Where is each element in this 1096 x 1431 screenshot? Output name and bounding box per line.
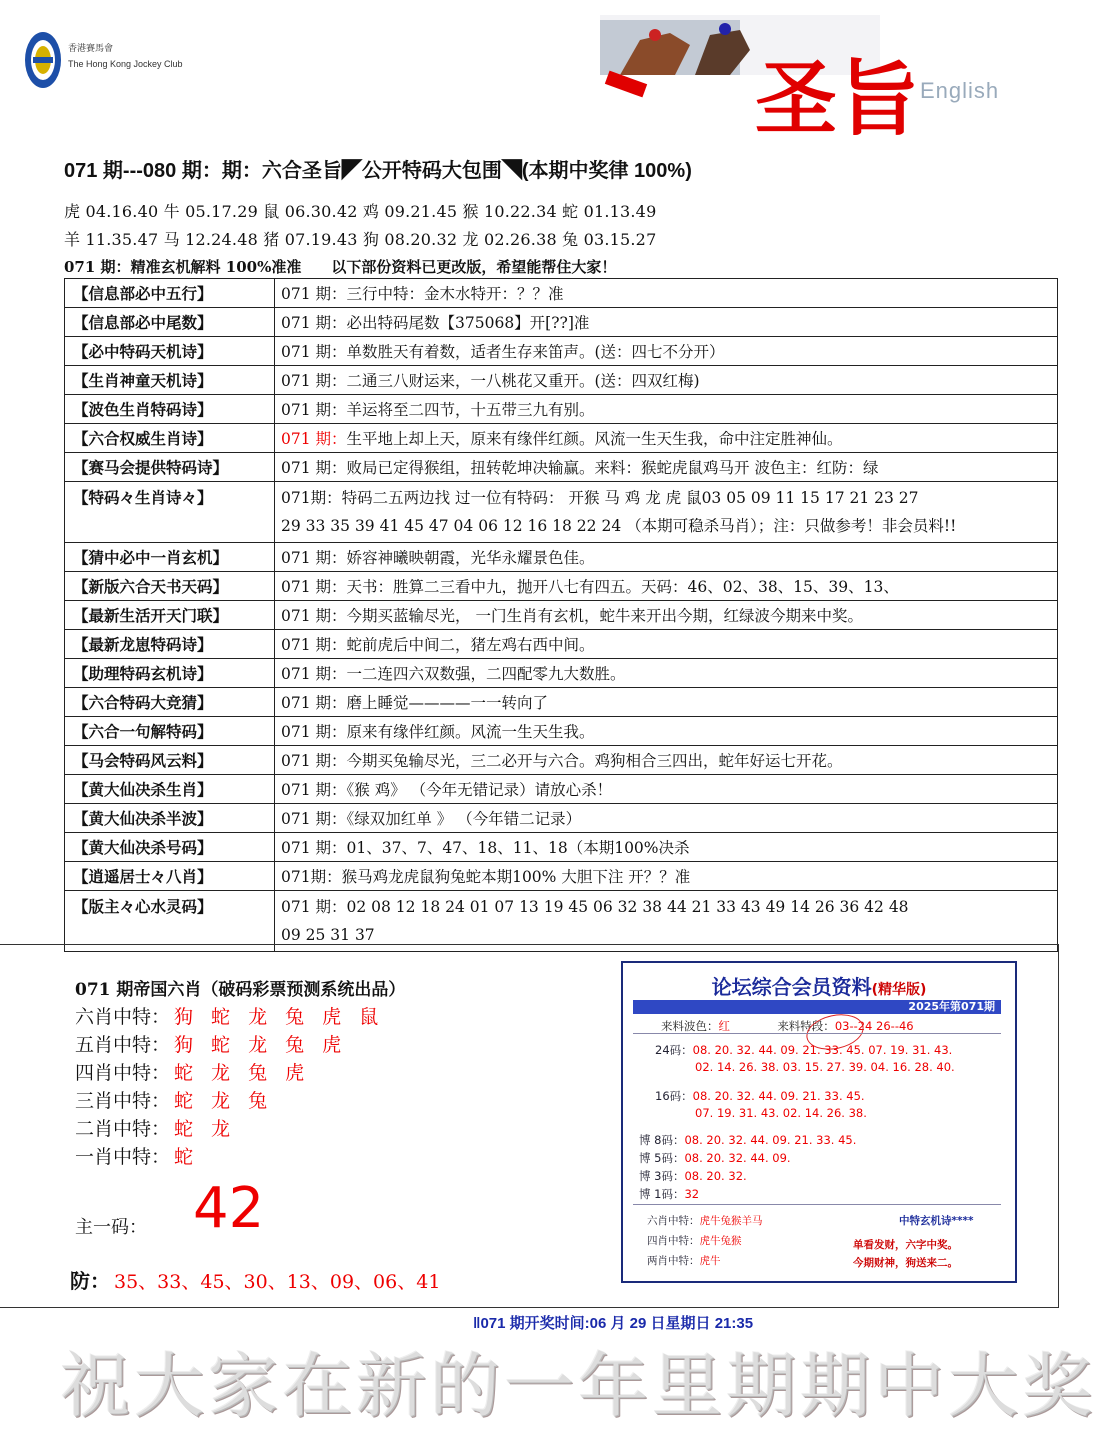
table-row bbox=[65, 659, 1058, 688]
row-value: 071 期：败局已定得猴组，扭转乾坤决输赢。来料：猴蛇虎鼠鸡马开 波色主：红防：绿 bbox=[275, 453, 1058, 482]
zodiac-pick-row: 二肖中特： 蛇 龙 bbox=[75, 1118, 237, 1140]
table-row bbox=[65, 717, 1058, 746]
row-label: 【最新生活开天门联】 bbox=[65, 601, 275, 630]
table-row bbox=[65, 746, 1058, 775]
card-line: 博 5码：08. 20. 32. 44. 09. bbox=[639, 1151, 791, 1165]
card-source-line: 来料波色：红 来料特段：03--24 26--46 bbox=[661, 1019, 914, 1033]
zodiac-pick-row: 六肖中特： 狗 蛇 龙 兔 虎 鼠 bbox=[75, 1006, 385, 1028]
row-label: 【版主々心水灵码】 bbox=[65, 891, 275, 952]
row-label: 【黄大仙决杀半波】 bbox=[65, 804, 275, 833]
zodiac-pick-row: 四肖中特： 蛇 龙 兔 虎 bbox=[75, 1062, 311, 1084]
header-banner bbox=[600, 15, 920, 147]
zodiac-pick-row: 三肖中特： 蛇 龙 兔 bbox=[75, 1090, 274, 1112]
card-line: 博 8码：08. 20. 32. 44. 09. 21. 33. 45. bbox=[639, 1133, 857, 1147]
row-value: 071 期：磨上睡觉————一一转向了 bbox=[275, 688, 1058, 717]
table-row bbox=[65, 453, 1058, 482]
card-line: 02. 14. 26. 38. 03. 15. 27. 39. 04. 16. 28. 40. bbox=[695, 1060, 955, 1074]
row-label: 【生肖神童天机诗】 bbox=[65, 366, 275, 395]
card-title: 论坛综合会员资料(精华版) bbox=[711, 975, 927, 999]
card-line: 07. 19. 31. 43. 02. 14. 26. 38. bbox=[695, 1106, 867, 1120]
guard-numbers: 防： 35、33、45、30、13、09、06、41 bbox=[70, 1269, 441, 1293]
club-name: 香港賽馬會 The Hong Kong Jockey Club bbox=[68, 43, 183, 69]
horse-racing-image bbox=[600, 15, 920, 147]
row-value: 071 期：单数胜天有着数，适者生存来笛声。(送：四七不分开） bbox=[275, 337, 1058, 366]
row-label: 【六合特码大竞猜】 bbox=[65, 688, 275, 717]
table-row bbox=[65, 543, 1058, 572]
banner-title: 圣旨 bbox=[755, 51, 920, 147]
row-label: 【特码々生肖诗々】 bbox=[65, 482, 275, 543]
row-label: 【马会特码风云料】 bbox=[65, 746, 275, 775]
table-row bbox=[65, 337, 1058, 366]
draw-time: ‖071 期开奖时间:06 月 29 日星期日 21:35 bbox=[473, 1315, 754, 1332]
english-link[interactable]: English bbox=[920, 78, 1000, 103]
row-value: 071 期：《绿双加红单 》 （今年错二记录） bbox=[275, 804, 1058, 833]
row-value: 071 期：蛇前虎后中间二，猪左鸡右西中间。 bbox=[275, 630, 1058, 659]
table-row bbox=[65, 862, 1058, 891]
prediction-table bbox=[64, 278, 1058, 952]
row-label: 【黄大仙决杀号码】 bbox=[65, 833, 275, 862]
empire-six-title: 071 期帝国六肖（破码彩票预测系统出品） bbox=[75, 980, 406, 1000]
card-footer: 六肖中特：虎牛兔猴羊马 四肖中特：虎牛兔猴 两肖中特：虎牛 中特玄机诗**** 单看发财，六字中奖。 今期财神，狗送来二。 bbox=[647, 1215, 974, 1269]
row-value: 071 期：羊运将至二四节，十五带三九有别。 bbox=[275, 395, 1058, 424]
slogan-banner: 祝大家在新的一年里期期中大奖 bbox=[60, 1345, 1096, 1427]
row-label: 【最新龙崽特码诗】 bbox=[65, 630, 275, 659]
intro-line: 071 期：精准玄机解料 100%准准 以下部份资料已更改版，希望能帮住大家！ bbox=[64, 258, 617, 276]
table-row bbox=[65, 572, 1058, 601]
row-label: 【六合权威生肖诗】 bbox=[65, 424, 275, 453]
zodiac-number-line: 虎 04.16.40 牛 05.17.29 鼠 06.30.42 鸡 09.21.45 猴 10.22.34 蛇 01.13.49 bbox=[64, 202, 657, 221]
table-row bbox=[65, 482, 1058, 543]
row-value: 071 期：必出特码尾数【375068】开[??]准 bbox=[275, 308, 1058, 337]
row-label: 【信息部必中尾数】 bbox=[65, 308, 275, 337]
row-value: 071 期：天书：胜算二三看中九，抛开八七有四五。天码：46、02、38、15、39、13、 bbox=[275, 572, 1058, 601]
table-row bbox=[65, 833, 1058, 862]
row-label: 【黄大仙决杀生肖】 bbox=[65, 775, 275, 804]
row-value: 071 期：一二连四六双数强，二四配零九大数胜。 bbox=[275, 659, 1058, 688]
table-row bbox=[65, 366, 1058, 395]
table-row bbox=[65, 601, 1058, 630]
row-value: 071 期：01、37、7、47、18、11、18（本期100%决杀 bbox=[275, 833, 1058, 862]
row-label: 【赛马会提供特码诗】 bbox=[65, 453, 275, 482]
table-row bbox=[65, 688, 1058, 717]
row-value: 071 期：今期买兔输尽光，三二必开与六合。鸡狗相合三四出，蛇年好运七开花。 bbox=[275, 746, 1058, 775]
card-issue-band: 2025年第071期 bbox=[633, 1000, 1001, 1014]
jockey-club-logo bbox=[24, 30, 62, 90]
table-row bbox=[65, 891, 1058, 952]
card-number-box bbox=[633, 1033, 1001, 1205]
forum-member-card bbox=[621, 961, 1017, 1283]
row-label: 【信息部必中五行】 bbox=[65, 279, 275, 308]
zodiac-number-line: 羊 11.35.47 马 12.24.48 猪 07.19.43 狗 08.20.32 龙 02.26.38 兔 03.15.27 bbox=[64, 230, 657, 249]
main-number-label: 主一码： bbox=[75, 1217, 147, 1238]
row-label: 【波色生肖特码诗】 bbox=[65, 395, 275, 424]
row-value: 071期：猴马鸡龙虎鼠狗兔蛇本期100% 大胆下注 开？？准 bbox=[275, 862, 1058, 891]
row-value: 071 期：02 08 12 18 24 01 07 13 19 45 06 32 38 44 21 33 43 49 14 26 36 42 48 09 25 31 37 bbox=[275, 891, 1058, 952]
zodiac-pick-row: 五肖中特： 狗 蛇 龙 兔 虎 bbox=[75, 1034, 348, 1056]
table-row bbox=[65, 804, 1058, 833]
row-label: 【必中特码天机诗】 bbox=[65, 337, 275, 366]
table-row bbox=[65, 630, 1058, 659]
row-value: 071期：特码二五两边找 过一位有特码： 开猴 马 鸡 龙 虎 鼠03 05 09 11 15 17 21 23 27 29 33 35 39 41 45 47 04 06 12 16 18 22 24 （本期可稳杀马肖）；注：只做参考！非会员料!! bbox=[275, 482, 1058, 543]
row-value: 071 期：原来有缘伴红颜。风流一生天生我。 bbox=[275, 717, 1058, 746]
row-value: 071 期：娇容神曦映朝霞，光华永耀景色佳。 bbox=[275, 543, 1058, 572]
table-row bbox=[65, 308, 1058, 337]
card-line: 博 1码：32 bbox=[639, 1187, 700, 1201]
table-row bbox=[65, 424, 1058, 453]
row-label: 【猜中必中一肖玄机】 bbox=[65, 543, 275, 572]
zodiac-pick-row: 一肖中特： 蛇 bbox=[75, 1146, 200, 1168]
row-value: 071 期：生平地上却上天，原来有缘伴红颜。风流一生天生我，命中注定胜神仙。 bbox=[275, 424, 1058, 453]
row-value: 071 期：三行中特：金木水特开：？？准 bbox=[275, 279, 1058, 308]
row-label: 【助理特码玄机诗】 bbox=[65, 659, 275, 688]
table-row bbox=[65, 279, 1058, 308]
row-value: 071 期：二通三八财运来，一八桃花又重开。(送：四双红梅) bbox=[275, 366, 1058, 395]
card-line: 24码：08. 20. 32. 44. 09. 21. 33. 45. 07. 19. 31. 43. bbox=[655, 1043, 953, 1057]
card-line: 博 3码：08. 20. 32. bbox=[639, 1169, 747, 1183]
table-row bbox=[65, 775, 1058, 804]
row-label: 【六合一句解特码】 bbox=[65, 717, 275, 746]
row-value: 071 期：今期买蓝输尽光， 一门生肖有玄机，蛇牛来开出今期，红绿波今期来中奖。 bbox=[275, 601, 1058, 630]
card-line: 16码：08. 20. 32. 44. 09. 21. 33. 45. bbox=[655, 1089, 865, 1103]
main-number: 42 bbox=[193, 1176, 265, 1241]
row-label: 【新版六合天书天码】 bbox=[65, 572, 275, 601]
row-label: 【逍遥居士々八肖】 bbox=[65, 862, 275, 891]
row-value: 071 期：《猴 鸡》 （今年无错记录）请放心杀！ bbox=[275, 775, 1058, 804]
page-headline: 071 期---080 期：期：六合圣旨◤公开特码大包围◥(本期中奖律 100%) bbox=[64, 160, 692, 182]
table-row bbox=[65, 395, 1058, 424]
